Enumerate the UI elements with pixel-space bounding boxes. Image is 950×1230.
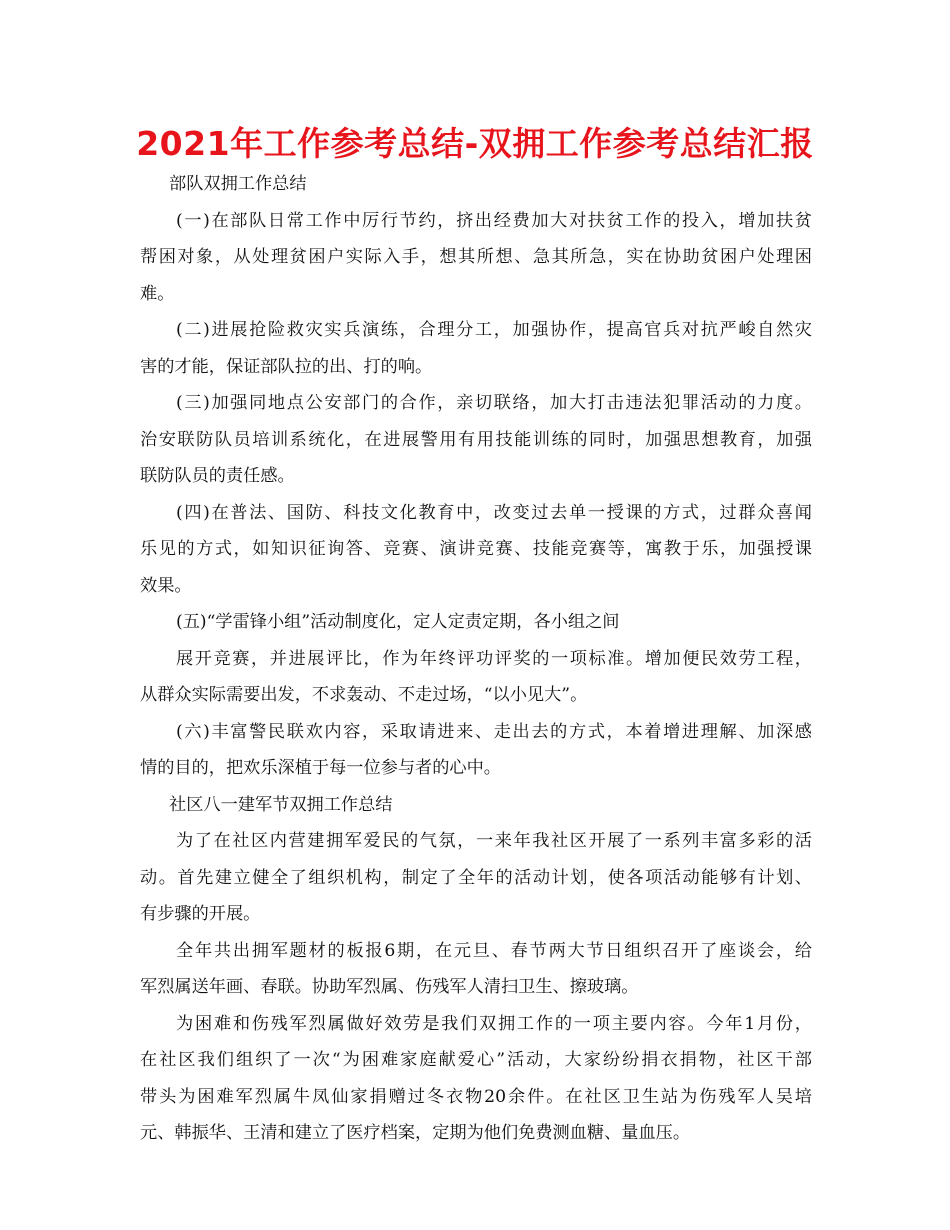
- paragraph-line: 元、韩振华、王清和建立了医疗档案，定期为他们免费测血糖、量血压。: [140, 1123, 691, 1143]
- paragraph-line: (六)丰富警民联欢内容，采取请进来、走出去的方式，本着增进理解、加深感: [176, 721, 812, 742]
- paragraph-line: 害的才能，保证部队拉的出、打的响。: [140, 356, 433, 377]
- paragraph-line: 带头为困难军烈属牛凤仙家捐赠过冬衣物20余件。在社区卫生站为伤残军人吴培: [140, 1086, 812, 1107]
- paragraph-line: 治安联防队员培训系统化，在进展警用有用技能训练的同时，加强思想教育，加强: [140, 429, 812, 450]
- paragraph-line: (五)“学雷锋小组”活动制度化，定人定责定期，各小组之间: [176, 612, 620, 632]
- paragraph-line: 全年共出拥军题材的板报6期，在元旦、春节两大节日组织召开了座谈会，给: [176, 940, 812, 961]
- section-heading: 部队双拥工作总结: [169, 174, 307, 194]
- paragraph-line: (四)在普法、国防、科技文化教育中，改变过去单一授课的方式，过群众喜闻: [176, 502, 812, 523]
- paragraph-line: 有步骤的开展。: [140, 904, 261, 924]
- paragraph-line: 从群众实际需要出发，不求轰动、不走过场，“以小见大”。: [140, 685, 588, 705]
- paragraph-line: (二)进展抢险救灾实兵演练，合理分工，加强协作，提高官兵对抗严峻自然灾: [176, 320, 812, 340]
- paragraph-line: 动。首先建立健全了组织机构，制定了全年的活动计划，使各项活动能够有计划、: [140, 867, 812, 888]
- paragraph-line: (一)在部队日常工作中厉行节约，挤出经费加大对扶贫工作的投入，增加扶贫: [176, 210, 812, 231]
- document-title: 2021年工作参考总结-双拥工作参考总结汇报: [136, 124, 814, 163]
- paragraph-line: 联防队员的责任感。: [140, 466, 295, 486]
- paragraph-line: 为了在社区内营建拥军爱民的气氛，一来年我社区开展了一系列丰富多彩的活: [176, 831, 812, 851]
- section-heading: 社区八一建军节双拥工作总结: [169, 794, 393, 815]
- paragraph-line: 乐见的方式，如知识征询答、竞赛、演讲竞赛、技能竞赛等，寓教于乐，加强授课: [140, 539, 812, 559]
- paragraph-line: 效果。: [140, 575, 192, 596]
- paragraph-line: 为困难和伤残军烈属做好效劳是我们双拥工作的一项主要内容。今年1月份，: [176, 1013, 812, 1034]
- paragraph-line: 展开竞赛，并进展评比，作为年终评功评奖的一项标准。增加便民效劳工程，: [176, 648, 812, 669]
- paragraph-line: 在社区我们组织了一次“为困难家庭献爱心”活动，大家纷纷捐衣捐物，社区干部: [140, 1050, 812, 1070]
- paragraph-line: 军烈属送年画、春联。协助军烈属、伤残军人清扫卫生、擦玻璃。: [140, 977, 639, 997]
- paragraph-line: 难。: [140, 283, 175, 304]
- paragraph-line: (三)加强同地点公安部门的合作，亲切联络，加大打击违法犯罪活动的力度。: [176, 393, 812, 413]
- paragraph-line: 帮困对象，从处理贫困户实际入手，想其所想、急其所急，实在协助贫困户处理困: [140, 247, 812, 267]
- document-body: [140, 166, 812, 1152]
- paragraph-line: 情的目的，把欢乐深植于每一位参与者的心中。: [140, 758, 501, 778]
